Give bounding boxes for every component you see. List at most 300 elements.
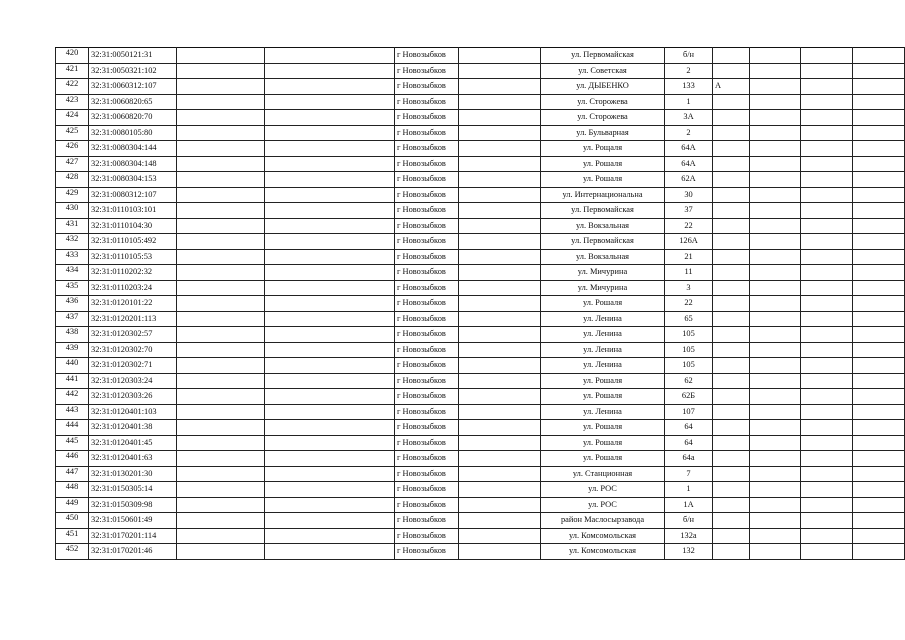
cell-col-empty-f [853,249,905,265]
cell-cadastral-number: 32:31:0060312:107 [89,79,177,95]
cell-locality: г Новозыбков [395,451,459,467]
cell-col-empty-b [265,110,395,126]
cell-row-number: 447 [56,466,89,482]
cell-cadastral-number: 32:31:0120401:63 [89,451,177,467]
cell-col-empty-e [801,249,853,265]
cell-house-number: 1А [665,497,713,513]
cell-col-empty-f [853,79,905,95]
cell-col-empty-b [265,435,395,451]
cell-col-empty-d [750,110,801,126]
cell-col-empty-d [750,187,801,203]
cell-col-empty-a [177,79,265,95]
cell-street: ул. Ленина [541,327,665,343]
cell-col-empty-b [265,342,395,358]
cell-col-empty-d [750,203,801,219]
table-row [56,482,905,498]
cell-letter [713,203,750,219]
cell-col-empty-a [177,482,265,498]
cell-house-number: 132а [665,528,713,544]
cell-row-number: 431 [56,218,89,234]
cell-locality: г Новозыбков [395,203,459,219]
table-row [56,63,905,79]
address-register-table [55,47,905,560]
cell-street: ул. Рошаля [541,420,665,436]
cell-street: ул. Комсомольская [541,528,665,544]
cell-letter [713,513,750,529]
cell-col-empty-e [801,435,853,451]
cell-col-empty-d [750,389,801,405]
cell-street: ул. Сторожева [541,110,665,126]
cell-street: ул. Ленина [541,311,665,327]
cell-col-empty-e [801,451,853,467]
cell-street: ул. Комсомольская [541,544,665,560]
cell-col-empty-f [853,435,905,451]
cell-col-empty-a [177,389,265,405]
cell-col-empty-b [265,63,395,79]
cell-street: ул. Рошаля [541,435,665,451]
cell-street: ул. Рошаля [541,156,665,172]
cell-cadastral-number: 32:31:0120302:71 [89,358,177,374]
cell-col-empty-f [853,234,905,250]
cell-col-empty-e [801,497,853,513]
cell-col-empty-e [801,110,853,126]
cell-street: район Маслосырзавода [541,513,665,529]
cell-cadastral-number: 32:31:0120302:70 [89,342,177,358]
cell-letter [713,420,750,436]
cell-col-empty-f [853,125,905,141]
cell-col-empty-c [459,296,541,312]
cell-house-number: 62А [665,172,713,188]
cell-col-empty-a [177,172,265,188]
cell-cadastral-number: 32:31:0110105:53 [89,249,177,265]
cell-cadastral-number: 32:31:0120401:103 [89,404,177,420]
cell-col-empty-e [801,513,853,529]
cell-letter [713,358,750,374]
cell-col-empty-c [459,420,541,436]
cell-letter [713,404,750,420]
cell-row-number: 432 [56,234,89,250]
cell-house-number: 65 [665,311,713,327]
cell-house-number: 64 [665,420,713,436]
cell-row-number: 433 [56,249,89,265]
cell-col-empty-b [265,203,395,219]
table-row [56,327,905,343]
cell-col-empty-a [177,249,265,265]
cell-street: ул. Рошаля [541,172,665,188]
table-row [56,466,905,482]
cell-street: ул. Первомайская [541,203,665,219]
cell-col-empty-b [265,141,395,157]
cell-col-empty-c [459,466,541,482]
cell-street: ул. Рощаля [541,141,665,157]
cell-house-number: 3 [665,280,713,296]
cell-col-empty-f [853,404,905,420]
cell-street: ул. Первомайская [541,234,665,250]
cell-row-number: 437 [56,311,89,327]
cell-locality: г Новозыбков [395,358,459,374]
cell-row-number: 420 [56,48,89,64]
cell-house-number: 22 [665,218,713,234]
cell-col-empty-a [177,110,265,126]
cell-street: ул. Станционная [541,466,665,482]
cell-locality: г Новозыбков [395,249,459,265]
cell-col-empty-a [177,63,265,79]
cell-letter [713,497,750,513]
table-row [56,172,905,188]
cell-locality: г Новозыбков [395,94,459,110]
cell-house-number: 30 [665,187,713,203]
cell-cadastral-number: 32:31:0130201:30 [89,466,177,482]
cell-col-empty-b [265,420,395,436]
cell-letter [713,218,750,234]
cell-locality: г Новозыбков [395,265,459,281]
cell-col-empty-d [750,125,801,141]
cell-col-empty-e [801,125,853,141]
cell-col-empty-f [853,420,905,436]
cell-col-empty-d [750,311,801,327]
cell-col-empty-f [853,451,905,467]
cell-letter [713,187,750,203]
cell-col-empty-f [853,358,905,374]
cell-col-empty-e [801,311,853,327]
cell-col-empty-e [801,327,853,343]
cell-letter: А [713,79,750,95]
cell-locality: г Новозыбков [395,280,459,296]
cell-col-empty-c [459,249,541,265]
cell-col-empty-e [801,218,853,234]
cell-locality: г Новозыбков [395,513,459,529]
cell-cadastral-number: 32:31:0110103:101 [89,203,177,219]
cell-col-empty-c [459,187,541,203]
cell-col-empty-a [177,544,265,560]
cell-col-empty-e [801,94,853,110]
cell-letter [713,125,750,141]
cell-cadastral-number: 32:31:0150305:14 [89,482,177,498]
cell-col-empty-b [265,513,395,529]
cell-col-empty-c [459,203,541,219]
cell-locality: г Новозыбков [395,389,459,405]
table-row [56,280,905,296]
cell-col-empty-a [177,528,265,544]
cell-locality: г Новозыбков [395,48,459,64]
cell-col-empty-b [265,218,395,234]
cell-col-empty-f [853,48,905,64]
cell-house-number: 2 [665,63,713,79]
cell-cadastral-number: 32:31:0120401:38 [89,420,177,436]
table-row [56,187,905,203]
cell-row-number: 422 [56,79,89,95]
cell-col-empty-e [801,156,853,172]
cell-house-number: 1 [665,94,713,110]
table-row [56,373,905,389]
cell-col-empty-b [265,544,395,560]
cell-col-empty-a [177,466,265,482]
cell-street: ул. ДЫБЕНКО [541,79,665,95]
cell-locality: г Новозыбков [395,342,459,358]
cell-col-empty-b [265,187,395,203]
cell-col-empty-d [750,373,801,389]
cell-col-empty-d [750,327,801,343]
cell-col-empty-f [853,513,905,529]
cell-house-number: 105 [665,327,713,343]
cell-locality: г Новозыбков [395,187,459,203]
table-row [56,110,905,126]
table-row [56,404,905,420]
table-row [56,389,905,405]
cell-letter [713,373,750,389]
cell-col-empty-d [750,265,801,281]
cell-row-number: 434 [56,265,89,281]
cell-col-empty-e [801,280,853,296]
cell-col-empty-e [801,420,853,436]
cell-col-empty-c [459,311,541,327]
cell-col-empty-c [459,94,541,110]
cell-street: ул. Бульварная [541,125,665,141]
cell-letter [713,265,750,281]
cell-row-number: 435 [56,280,89,296]
cell-col-empty-a [177,420,265,436]
cell-col-empty-d [750,404,801,420]
cell-row-number: 451 [56,528,89,544]
cell-col-empty-f [853,187,905,203]
cell-col-empty-d [750,435,801,451]
cell-col-empty-b [265,528,395,544]
cell-street: ул. Рошаля [541,389,665,405]
cell-col-empty-b [265,172,395,188]
cell-col-empty-a [177,48,265,64]
cell-col-empty-d [750,466,801,482]
table-row [56,342,905,358]
cell-col-empty-a [177,125,265,141]
cell-locality: г Новозыбков [395,327,459,343]
cell-locality: г Новозыбков [395,172,459,188]
cell-col-empty-f [853,342,905,358]
cell-locality: г Новозыбков [395,435,459,451]
cell-col-empty-c [459,451,541,467]
cell-col-empty-d [750,156,801,172]
cell-col-empty-f [853,528,905,544]
cell-col-empty-c [459,156,541,172]
cell-col-empty-d [750,528,801,544]
cell-house-number: 64а [665,451,713,467]
cell-row-number: 426 [56,141,89,157]
cell-col-empty-b [265,327,395,343]
cell-cadastral-number: 32:31:0080304:153 [89,172,177,188]
cell-col-empty-c [459,497,541,513]
table-row [56,544,905,560]
cell-cadastral-number: 32:31:0050121:31 [89,48,177,64]
cell-col-empty-e [801,373,853,389]
cell-row-number: 442 [56,389,89,405]
cell-col-empty-a [177,327,265,343]
cell-cadastral-number: 32:31:0120101:22 [89,296,177,312]
cell-house-number: 62 [665,373,713,389]
cell-house-number: 133 [665,79,713,95]
cell-locality: г Новозыбков [395,528,459,544]
cell-col-empty-c [459,544,541,560]
cell-locality: г Новозыбков [395,110,459,126]
cell-row-number: 424 [56,110,89,126]
cell-letter [713,280,750,296]
cell-cadastral-number: 32:31:0110202:32 [89,265,177,281]
cell-locality: г Новозыбков [395,125,459,141]
cell-letter [713,544,750,560]
cell-locality: г Новозыбков [395,296,459,312]
table-row [56,234,905,250]
cell-locality: г Новозыбков [395,63,459,79]
cell-col-empty-a [177,234,265,250]
cell-col-empty-a [177,156,265,172]
cell-letter [713,156,750,172]
cell-letter [713,451,750,467]
cell-locality: г Новозыбков [395,373,459,389]
cell-col-empty-a [177,280,265,296]
table-row [56,528,905,544]
cell-col-empty-a [177,497,265,513]
cell-col-empty-b [265,358,395,374]
cell-col-empty-a [177,435,265,451]
cell-col-empty-b [265,79,395,95]
cell-row-number: 448 [56,482,89,498]
cell-col-empty-c [459,125,541,141]
cell-house-number: б/н [665,48,713,64]
cell-locality: г Новозыбков [395,404,459,420]
cell-street: ул. Советская [541,63,665,79]
cell-letter [713,466,750,482]
cell-col-empty-d [750,94,801,110]
cell-col-empty-c [459,218,541,234]
cell-locality: г Новозыбков [395,79,459,95]
cell-col-empty-c [459,358,541,374]
cell-col-empty-c [459,234,541,250]
cell-row-number: 441 [56,373,89,389]
cell-letter [713,94,750,110]
cell-col-empty-f [853,218,905,234]
cell-col-empty-f [853,110,905,126]
cell-letter [713,311,750,327]
cell-letter [713,528,750,544]
cell-col-empty-b [265,466,395,482]
table-row [56,420,905,436]
cell-col-empty-a [177,311,265,327]
table-row [56,435,905,451]
cell-col-empty-b [265,280,395,296]
cell-col-empty-d [750,280,801,296]
cell-col-empty-e [801,358,853,374]
cell-col-empty-d [750,342,801,358]
cell-house-number: 11 [665,265,713,281]
cell-col-empty-d [750,218,801,234]
cell-col-empty-b [265,497,395,513]
table-row [56,48,905,64]
cell-col-empty-c [459,63,541,79]
cell-letter [713,296,750,312]
cell-locality: г Новозыбков [395,497,459,513]
cell-col-empty-f [853,265,905,281]
cell-col-empty-b [265,48,395,64]
cell-col-empty-c [459,513,541,529]
cell-col-empty-d [750,296,801,312]
cell-row-number: 446 [56,451,89,467]
cell-street: ул. Ленина [541,342,665,358]
cell-street: ул. Мичурина [541,265,665,281]
cell-cadastral-number: 32:31:0060820:70 [89,110,177,126]
cell-col-empty-e [801,296,853,312]
table-row [56,451,905,467]
table-body [56,48,905,560]
cell-street: ул. РОС [541,482,665,498]
cell-letter [713,234,750,250]
table-row [56,125,905,141]
cell-row-number: 428 [56,172,89,188]
table-row [56,141,905,157]
cell-street: ул. Вокзальная [541,218,665,234]
cell-letter [713,249,750,265]
cell-col-empty-e [801,63,853,79]
cell-col-empty-f [853,156,905,172]
table-row [56,296,905,312]
cell-row-number: 444 [56,420,89,436]
cell-street: ул. Сторожева [541,94,665,110]
table-row [56,218,905,234]
cell-house-number: 64 [665,435,713,451]
cell-col-empty-b [265,125,395,141]
cell-street: ул. Ленина [541,404,665,420]
cell-col-empty-d [750,482,801,498]
cell-row-number: 440 [56,358,89,374]
cell-col-empty-e [801,141,853,157]
table-row [56,497,905,513]
cell-col-empty-d [750,63,801,79]
table-row [56,358,905,374]
cell-col-empty-f [853,203,905,219]
table-row [56,94,905,110]
cell-col-empty-f [853,466,905,482]
cell-col-empty-b [265,296,395,312]
cell-col-empty-a [177,187,265,203]
cell-cadastral-number: 32:31:0060820:65 [89,94,177,110]
cell-col-empty-c [459,482,541,498]
cell-col-empty-a [177,218,265,234]
cell-col-empty-a [177,451,265,467]
cell-locality: г Новозыбков [395,234,459,250]
cell-col-empty-d [750,141,801,157]
cell-street: ул. Первомайская [541,48,665,64]
cell-cadastral-number: 32:31:0120201:113 [89,311,177,327]
table-row [56,249,905,265]
cell-col-empty-b [265,482,395,498]
cell-col-empty-e [801,482,853,498]
cell-col-empty-a [177,358,265,374]
cell-row-number: 421 [56,63,89,79]
cell-row-number: 450 [56,513,89,529]
cell-locality: г Новозыбков [395,218,459,234]
cell-row-number: 439 [56,342,89,358]
cell-col-empty-f [853,373,905,389]
cell-letter [713,482,750,498]
cell-col-empty-d [750,48,801,64]
cell-col-empty-f [853,497,905,513]
cell-cadastral-number: 32:31:0150601:49 [89,513,177,529]
cell-cadastral-number: 32:31:0120303:24 [89,373,177,389]
cell-letter [713,110,750,126]
cell-house-number: б/н [665,513,713,529]
cell-locality: г Новозыбков [395,141,459,157]
cell-col-empty-e [801,79,853,95]
cell-col-empty-f [853,63,905,79]
cell-locality: г Новозыбков [395,156,459,172]
cell-col-empty-c [459,141,541,157]
